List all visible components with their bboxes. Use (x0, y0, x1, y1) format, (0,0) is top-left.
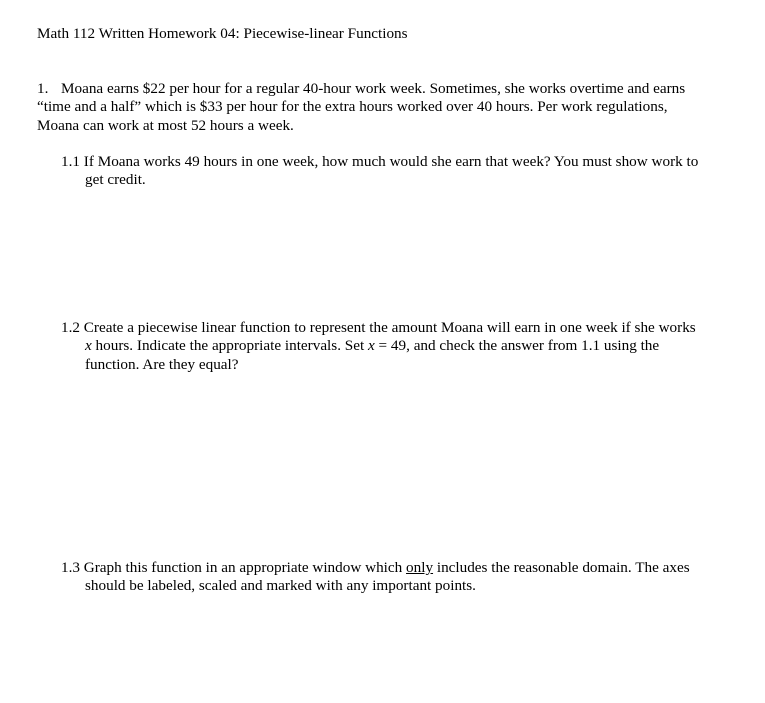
document-title: Math 112 Written Homework 04: Piecewise-linear Functions (37, 25, 408, 42)
question-1-3-text-a: 1.3 Graph this function in an appropriate window which (61, 559, 407, 576)
question-1-3-line-2: should be labeled, scaled and marked with any important points. (85, 577, 476, 595)
problem-1-line-1 (37, 80, 727, 98)
emphasis-only: only (406, 559, 434, 576)
question-1-2-line-2-text-a: hours. Indicate the appropriate intervals. Set (91, 337, 368, 355)
problem-1-line-2: “time and a half” which is $33 per hour for the extra hours worked over 40 hours. Per work regulations, (37, 98, 668, 116)
question-1-3 (61, 559, 741, 596)
question-1-2-line-2 (61, 337, 741, 355)
question-1-1-line-1: 1.1 If Moana works 49 hours in one week, how much would she earn that week? You must show work to (61, 153, 699, 170)
question-1-3-text-b: includes the reasonable domain. The axes (433, 559, 690, 576)
question-1-2 (61, 319, 741, 374)
problem-1-text-1: Moana earns $22 per hour for a regular 40-hour work week. Sometimes, she works overtime and earns (61, 80, 686, 97)
variable-x-eq: x (368, 337, 375, 355)
question-1-1-line-2: get credit. (85, 171, 146, 189)
question-1-1 (61, 153, 741, 190)
problem-1-line-3: Moana can work at most 52 hours a week. (37, 116, 294, 134)
question-1-2-line-2-text-b: = 49, and check the answer from 1.1 using the (374, 337, 660, 355)
question-1-3-line-1 (61, 559, 741, 577)
question-1-2-line-3: function. Are they equal? (85, 355, 239, 373)
problem-1 (37, 80, 727, 135)
question-1-2-line-1: 1.2 Create a piecewise linear function to represent the amount Moana will earn in one week if she works (61, 319, 696, 336)
variable-x: x (85, 337, 92, 355)
problem-number: 1. (37, 80, 49, 97)
